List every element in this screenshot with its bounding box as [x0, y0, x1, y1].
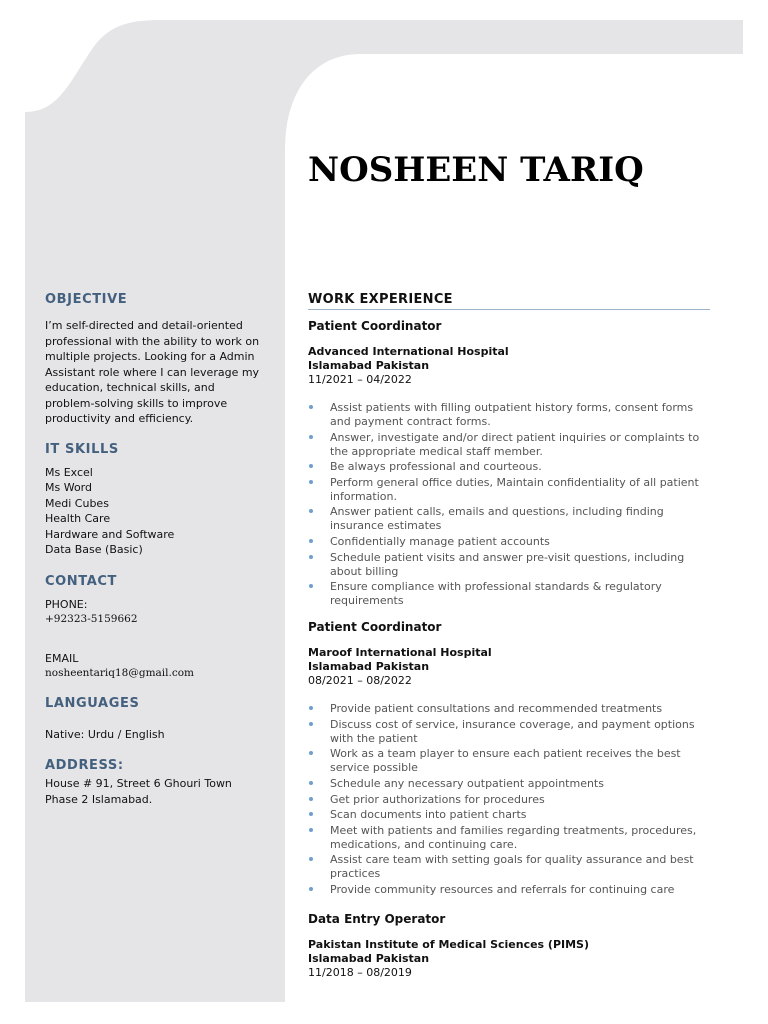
job-location: Islamabad Pakistan — [308, 359, 430, 372]
job-duties — [308, 401, 710, 608]
duty-item: Provide community resources and referrals for continuing care — [308, 883, 710, 897]
objective-heading: OBJECTIVE — [45, 292, 128, 307]
job-entry — [308, 620, 710, 897]
duty-item: Confidentially manage patient accounts — [308, 535, 710, 549]
duty-item: Schedule patient visits and answer pre-visit questions, including about billing — [308, 551, 710, 579]
job-organization: Advanced International Hospital — [308, 345, 509, 358]
duty-item: Be always professional and courteous. — [308, 460, 710, 474]
languages-heading: LANGUAGES — [45, 695, 140, 711]
duty-item: Schedule any necessary outpatient appointments — [308, 777, 710, 791]
duty-item: Provide patient consultations and recommended treatments — [308, 702, 710, 716]
job-location: Islamabad Pakistan — [308, 660, 430, 674]
contact-heading: CONTACT — [45, 573, 117, 589]
candidate-name: NOSHEEN TARIQ — [308, 150, 644, 190]
job-title: Patient Coordinator — [308, 620, 442, 635]
job-organization: Maroof International Hospital — [308, 646, 492, 660]
phone-value: +92323-5159662 — [45, 613, 138, 625]
job-entry — [308, 912, 710, 980]
skill-item: Medi Cubes — [45, 496, 109, 510]
skill-item: Ms Excel — [45, 465, 93, 479]
phone-label: PHONE: — [45, 597, 88, 611]
job-location: Islamabad Pakistan — [308, 951, 430, 965]
duty-item: Answer patient calls, emails and questions, including finding insurance estimates — [308, 505, 710, 533]
duty-item: Answer, investigate and/or direct patient inquiries or complaints to the appropriate medical staff member. — [308, 431, 710, 459]
objective-text: I’m self-directed and detail-oriented professional with the ability to work on multiple projects. Looking for a Admin Assistant role where I can leverage my education, technical skills, and problem-solving skills to improve productivity and efficiency. — [45, 319, 260, 425]
duty-item: Assist patients with filling outpatient history forms, consent forms and payment contract forms. — [308, 401, 710, 429]
job-title: Patient Coordinator — [308, 319, 442, 333]
job-dates: 11/2021 – 04/2022 — [308, 373, 412, 386]
duty-item: Scan documents into patient charts — [308, 808, 710, 822]
it-skills-list — [45, 465, 260, 558]
email-value: nosheentariq18@gmail.com — [45, 667, 195, 679]
duty-item: Work as a team player to ensure each patient receives the best service possible — [308, 747, 710, 775]
skill-item: Health Care — [45, 512, 111, 525]
languages-text: Native: Urdu / English — [45, 727, 165, 741]
duty-item: Perform general office duties, Maintain confidentiality of all patient information. — [308, 476, 710, 504]
work-experience-heading: WORK EXPERIENCE — [308, 292, 710, 310]
duty-item: Assist care team with setting goals for quality assurance and best practices — [308, 853, 710, 881]
skill-item: Data Base (Basic) — [45, 543, 143, 556]
duty-item: Discuss cost of service, insurance coverage, and payment options with the patient — [308, 718, 710, 746]
job-dates: 11/2018 – 08/2019 — [308, 965, 412, 979]
skill-item: Ms Word — [45, 481, 92, 494]
email-label: EMAIL — [45, 651, 79, 665]
duty-item: Ensure compliance with professional standards & regulatory requirements — [308, 580, 710, 608]
skill-item: Hardware and Software — [45, 527, 175, 541]
job-duties — [308, 702, 710, 897]
duty-item: Get prior authorizations for procedures — [308, 793, 710, 807]
address-line-1: House # 91, Street 6 Ghouri Town — [45, 777, 232, 790]
job-organization: Pakistan Institute of Medical Sciences (PIMS) — [308, 937, 590, 951]
it-skills-heading: IT SKILLS — [45, 441, 119, 457]
job-title: Data Entry Operator — [308, 911, 446, 926]
job-entry — [308, 319, 710, 608]
address-heading: ADDRESS: — [45, 758, 124, 773]
duty-item: Meet with patients and families regarding treatments, procedures, medications, and continuing care. — [308, 824, 710, 852]
sidebar — [45, 292, 260, 807]
main-column — [308, 292, 710, 980]
job-dates: 08/2021 – 08/2022 — [308, 674, 412, 688]
address-line-2: Phase 2 Islamabad. — [45, 792, 153, 806]
